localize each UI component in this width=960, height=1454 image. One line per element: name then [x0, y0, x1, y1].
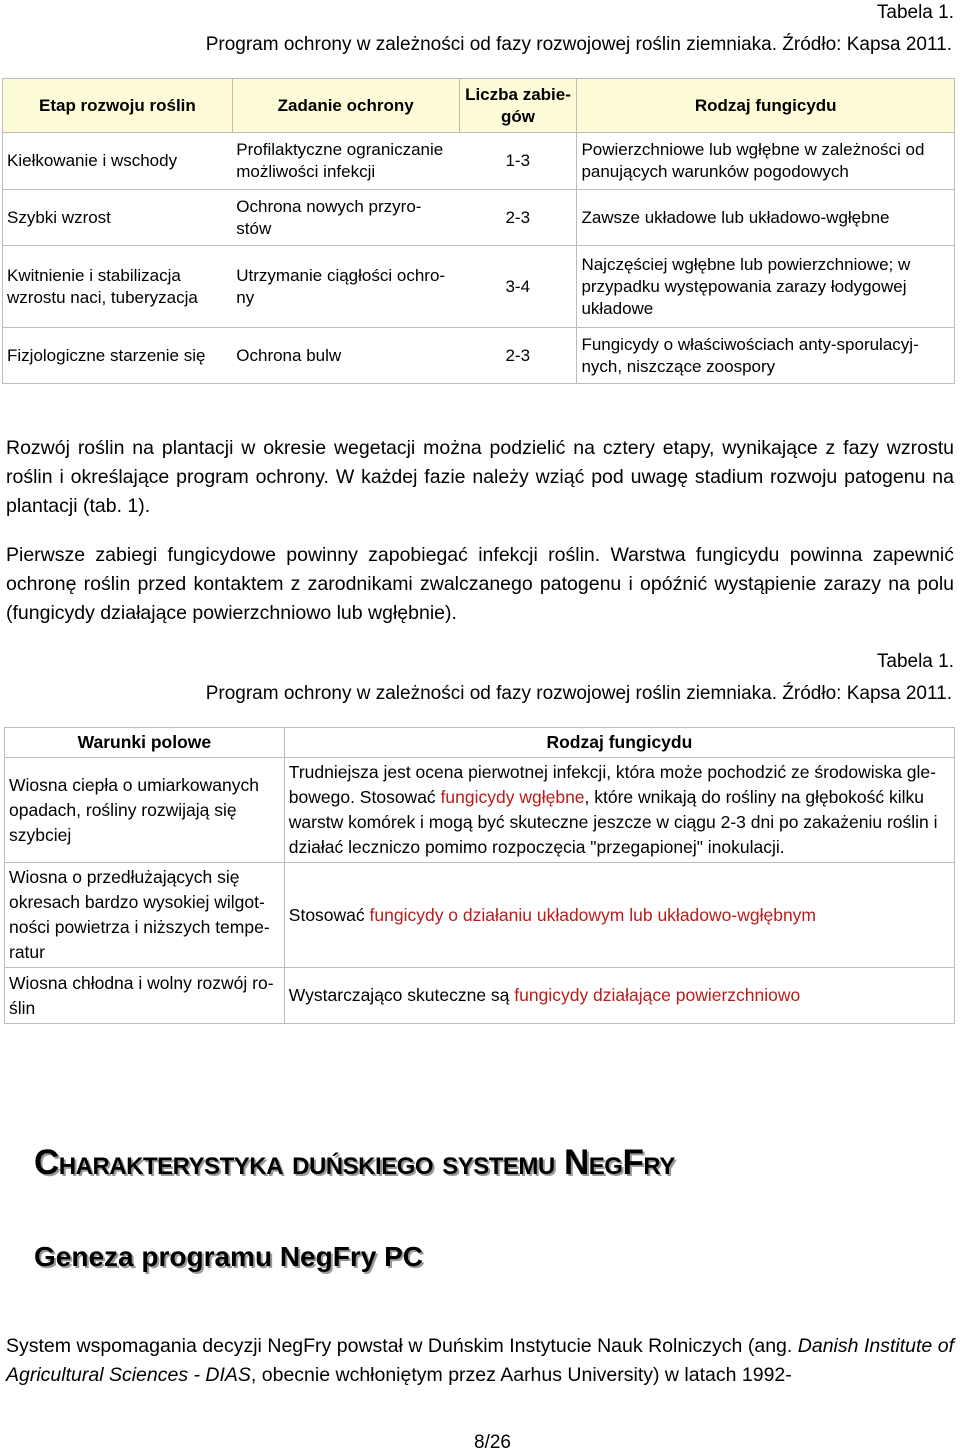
paragraph-3	[6, 1332, 954, 1390]
heading-word: EG	[588, 1153, 623, 1180]
table1-cell-fungicide: Najczęściej wgłębne lub powierzchniowe; w przypadku występowania zarazy łodygowej układowe	[577, 246, 955, 328]
table1-cell-task: Ochrona bulw	[232, 328, 459, 384]
table2	[4, 727, 955, 1024]
table2-text: , które wnikają do rośliny na głębokość kilku warstw komórek i mogą być skuteczne jeszcze w ciągu 2-3 dni po zakażeniu roślin i działać leczniczo pomimo rozpoczęcia "przegapionej" inokulacji.	[288, 787, 938, 857]
paragraph-3-part: , obecnie wchłoniętym przez Aarhus University) w latach 1992-	[250, 1364, 792, 1386]
table-row	[3, 190, 955, 246]
table-row	[5, 863, 955, 968]
table1-cell-count: 1-3	[459, 133, 577, 190]
table1-cell-fungicide: Zawsze układowe lub układowo-wgłębne	[577, 190, 955, 246]
paragraph-3-part: System wspomagania decyzji NegFry powstał w Duńskim Instytucie Nauk Rolniczych (ang.	[6, 1335, 798, 1357]
table1-cell-task: Utrzymanie ciągłości ochro-ny	[232, 246, 459, 328]
heading-word: DUŃSKIEGO	[292, 1153, 433, 1180]
section-heading	[34, 1140, 675, 1190]
heading-letter: N	[563, 1143, 589, 1182]
paragraph-1	[6, 434, 954, 521]
paragraph-2-text: Pierwsze zabiegi fungicydowe powinny zapobiegać infekcji roślin. Warstwa fungicydu powinna zapewnić ochronę roślin przed kontaktem z zarodnikami zwalczanego patogenu i opóźnić wystąpienie zarazy na polu (fungicydy działające powierzchniowo lub wgłębnie).	[6, 544, 954, 624]
heading-word: HARAKTERYSTYKA	[58, 1153, 283, 1180]
table-row	[3, 246, 955, 328]
table-row	[5, 758, 955, 863]
table2-tag: Tabela 1.	[876, 651, 954, 672]
subsection-heading: Geneza programu NegFry PC	[34, 1241, 423, 1272]
table1-header-stage: Etap rozwoju roślin	[3, 79, 233, 133]
table1-cell-task: Profilaktyczne ograniczanie możliwości infekcji	[232, 133, 459, 190]
heading-word: RY	[643, 1153, 675, 1180]
table1-cell-count: 2-3	[459, 190, 577, 246]
table1-cell-task: Ochrona nowych przyro-stów	[232, 190, 459, 246]
table1-header-row	[3, 79, 955, 133]
table2-highlight: fungicydy wgłębne	[440, 787, 585, 807]
table1-caption: Program ochrony w zależności od fazy rozwojowej roślin ziemniaka. Źródło: Kapsa 2011.	[205, 34, 952, 55]
heading-letter: F	[622, 1143, 644, 1182]
paragraph-3-text	[6, 1332, 954, 1390]
table1-cell-stage: Kwitnienie i stabilizacja wzrostu naci, tuberyzacja	[3, 246, 233, 328]
table1-cell-fungicide: Powierzchniowe lub wgłębne w zależności od panujących warunków pogodowych	[577, 133, 955, 190]
table2-header-row	[5, 728, 955, 758]
heading-letter: C	[34, 1143, 59, 1182]
table1-cell-count: 3-4	[459, 246, 577, 328]
table1-tag: Tabela 1.	[876, 2, 954, 23]
table2-cell-fungicide	[284, 863, 954, 968]
table2-cell-fungicide	[284, 968, 954, 1024]
table1-cell-stage: Kiełkowanie i wschody	[3, 133, 233, 190]
table-row	[5, 968, 955, 1024]
table2-cell-condition: Wiosna ciepła o umiarkowanych opadach, rośliny rozwijają się szybciej	[5, 758, 285, 863]
paragraph-2	[6, 541, 954, 628]
table1	[2, 78, 955, 384]
table2-cell-condition: Wiosna o przedłużających się okresach bardzo wysokiej wilgot-ności powietrza i niższych tempe-ratur	[5, 863, 285, 968]
table2-text: Stosować	[288, 904, 370, 925]
paragraph-1-text: Rozwój roślin na plantacji w okresie wegetacji można podzielić na cztery etapy, wynikające z fazy wzrostu roślin i określające program ochrony. W każdej fazie należy wziąć pod uwagę stadium rozwoju patogenu na plantacji (tab. 1).	[6, 437, 954, 517]
table2-cell-condition: Wiosna chłodna i wolny rozwój ro-ślin	[5, 968, 285, 1024]
paragraph-3-italic: Danish Institute of Agricultural Sciences - DIAS	[6, 1335, 954, 1386]
table2-highlight: fungicydy działające powierzchniowo	[514, 985, 801, 1005]
table1-cell-stage: Szybki wzrost	[3, 190, 233, 246]
table1-cell-fungicide: Fungicydy o właściwościach anty-sporulacyj-nych, niszczące zoospory	[577, 328, 955, 384]
page-number: 8/26	[474, 1432, 511, 1453]
table1-header-count: Liczba zabie-gów	[459, 79, 577, 133]
table2-highlight: fungicydy o działaniu układowym lub układowo-wgłębnym	[369, 904, 817, 925]
table1-header-task: Zadanie ochrony	[232, 79, 459, 133]
table2-text: Trudniejsza jest ocena pierwotnej infekcji, która może pochodzić ze środowiska gle-bowego. Stosować	[288, 762, 936, 807]
heading-word: SYSTEMU	[442, 1153, 555, 1180]
table-row	[3, 328, 955, 384]
table2-cell-fungicide	[284, 758, 954, 863]
table2-header-conditions: Warunki polowe	[5, 728, 285, 758]
table2-text: Wystarczająco skuteczne są	[288, 985, 515, 1005]
table1-cell-count: 2-3	[459, 328, 577, 384]
table1-cell-stage: Fizjologiczne starzenie się	[3, 328, 233, 384]
table2-header-fungicide: Rodzaj fungicydu	[284, 728, 954, 758]
table1-header-fungicide: Rodzaj fungicydu	[577, 79, 955, 133]
table-row	[3, 133, 955, 190]
table2-caption: Program ochrony w zależności od fazy rozwojowej roślin ziemniaka. Źródło: Kapsa 2011.	[205, 683, 952, 704]
